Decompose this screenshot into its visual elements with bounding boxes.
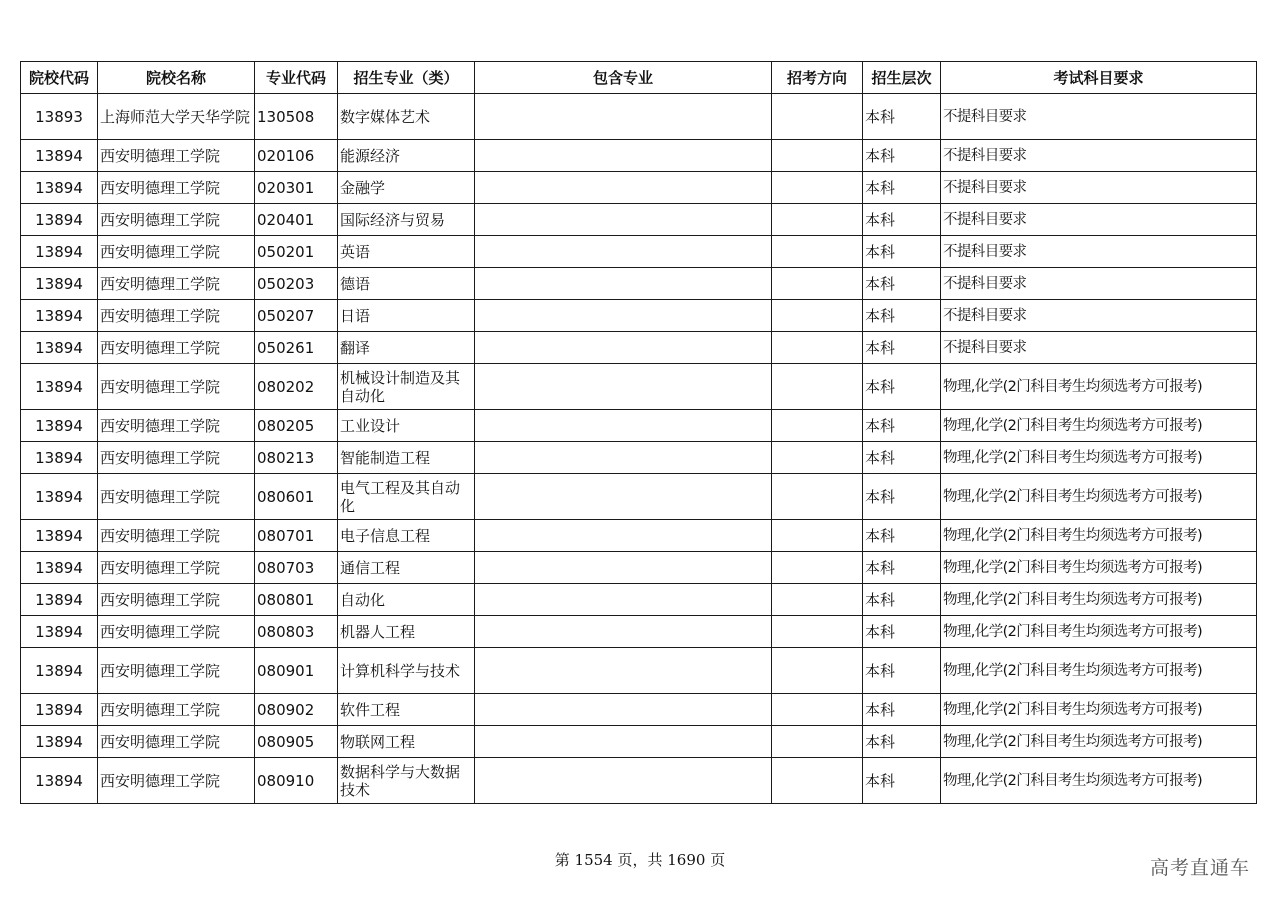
major-code-cell: 020401 [255, 204, 338, 236]
major-cell: 能源经济 [338, 140, 475, 172]
school-name-cell: 西安明德理工学院 [98, 268, 255, 300]
requirement-cell: 物理,化学(2门科目考生均须选考方可报考) [941, 410, 1257, 442]
requirement-cell: 物理,化学(2门科目考生均须选考方可报考) [941, 520, 1257, 552]
direction-cell [772, 94, 863, 140]
direction-cell [772, 726, 863, 758]
major-code-cell: 080601 [255, 474, 338, 520]
school-name-cell: 西安明德理工学院 [98, 332, 255, 364]
major-cell: 数字媒体艺术 [338, 94, 475, 140]
header-school-code: 院校代码 [21, 62, 98, 94]
major-cell: 机械设计制造及其自动化 [338, 364, 475, 410]
school-name-cell: 西安明德理工学院 [98, 410, 255, 442]
level-cell: 本科 [863, 204, 941, 236]
school-name-cell: 西安明德理工学院 [98, 616, 255, 648]
school-code-cell: 13894 [21, 616, 98, 648]
table-row [21, 648, 1257, 694]
major-cell: 软件工程 [338, 694, 475, 726]
requirement-cell: 物理,化学(2门科目考生均须选考方可报考) [941, 648, 1257, 694]
major-code-cell: 050203 [255, 268, 338, 300]
direction-cell [772, 300, 863, 332]
included-majors-cell [475, 204, 772, 236]
major-code-cell: 080205 [255, 410, 338, 442]
requirement-cell: 不提科目要求 [941, 140, 1257, 172]
requirement-cell: 物理,化学(2门科目考生均须选考方可报考) [941, 552, 1257, 584]
school-name-cell: 西安明德理工学院 [98, 584, 255, 616]
major-cell: 计算机科学与技术 [338, 648, 475, 694]
watermark: 高考直通车 [1149, 857, 1250, 879]
page-number: 第 1554 页，共 1690 页 [554, 851, 726, 869]
requirement-cell: 不提科目要求 [941, 332, 1257, 364]
included-majors-cell [475, 364, 772, 410]
major-cell: 机器人工程 [338, 616, 475, 648]
table-row [21, 332, 1257, 364]
school-code-cell: 13894 [21, 140, 98, 172]
major-cell: 工业设计 [338, 410, 475, 442]
major-cell: 国际经济与贸易 [338, 204, 475, 236]
requirement-cell: 不提科目要求 [941, 268, 1257, 300]
school-code-cell: 13894 [21, 648, 98, 694]
school-name-cell: 西安明德理工学院 [98, 140, 255, 172]
school-code-cell: 13894 [21, 758, 98, 804]
level-cell: 本科 [863, 616, 941, 648]
requirement-cell: 不提科目要求 [941, 172, 1257, 204]
included-majors-cell [475, 410, 772, 442]
level-cell: 本科 [863, 758, 941, 804]
major-code-cell: 080803 [255, 616, 338, 648]
included-majors-cell [475, 758, 772, 804]
major-code-cell: 080202 [255, 364, 338, 410]
major-code-cell: 020301 [255, 172, 338, 204]
table-row [21, 442, 1257, 474]
school-name-cell: 西安明德理工学院 [98, 364, 255, 410]
included-majors-cell [475, 300, 772, 332]
major-code-cell: 080910 [255, 758, 338, 804]
level-cell: 本科 [863, 648, 941, 694]
requirement-cell: 物理,化学(2门科目考生均须选考方可报考) [941, 364, 1257, 410]
requirement-cell: 物理,化学(2门科目考生均须选考方可报考) [941, 694, 1257, 726]
header-major: 招生专业（类） [338, 62, 475, 94]
direction-cell [772, 332, 863, 364]
direction-cell [772, 236, 863, 268]
school-code-cell: 13894 [21, 694, 98, 726]
direction-cell [772, 442, 863, 474]
major-code-cell: 050207 [255, 300, 338, 332]
included-majors-cell [475, 616, 772, 648]
included-majors-cell [475, 552, 772, 584]
direction-cell [772, 520, 863, 552]
table-row [21, 236, 1257, 268]
major-cell: 翻译 [338, 332, 475, 364]
school-code-cell: 13894 [21, 726, 98, 758]
table-row [21, 410, 1257, 442]
table-row [21, 300, 1257, 332]
school-name-cell: 西安明德理工学院 [98, 172, 255, 204]
school-code-cell: 13894 [21, 584, 98, 616]
included-majors-cell [475, 442, 772, 474]
school-name-cell: 西安明德理工学院 [98, 204, 255, 236]
direction-cell [772, 410, 863, 442]
school-name-cell: 西安明德理工学院 [98, 648, 255, 694]
school-name-cell: 西安明德理工学院 [98, 236, 255, 268]
included-majors-cell [475, 140, 772, 172]
major-code-cell: 080213 [255, 442, 338, 474]
requirement-cell: 不提科目要求 [941, 204, 1257, 236]
school-code-cell: 13894 [21, 268, 98, 300]
school-code-cell: 13894 [21, 204, 98, 236]
school-code-cell: 13894 [21, 332, 98, 364]
requirement-cell: 物理,化学(2门科目考生均须选考方可报考) [941, 616, 1257, 648]
direction-cell [772, 268, 863, 300]
school-code-cell: 13894 [21, 474, 98, 520]
header-requirement: 考试科目要求 [941, 62, 1257, 94]
school-name-cell: 西安明德理工学院 [98, 726, 255, 758]
requirement-cell: 物理,化学(2门科目考生均须选考方可报考) [941, 584, 1257, 616]
table-body [21, 94, 1257, 804]
school-name-cell: 西安明德理工学院 [98, 552, 255, 584]
table-row [21, 552, 1257, 584]
table-row [21, 758, 1257, 804]
direction-cell [772, 552, 863, 584]
header-major-code: 专业代码 [255, 62, 338, 94]
level-cell: 本科 [863, 520, 941, 552]
table-row [21, 694, 1257, 726]
requirement-cell: 物理,化学(2门科目考生均须选考方可报考) [941, 442, 1257, 474]
major-cell: 物联网工程 [338, 726, 475, 758]
major-code-cell: 080701 [255, 520, 338, 552]
major-code-cell: 130508 [255, 94, 338, 140]
school-code-cell: 13894 [21, 172, 98, 204]
major-cell: 英语 [338, 236, 475, 268]
table-row [21, 474, 1257, 520]
level-cell: 本科 [863, 474, 941, 520]
school-name-cell: 西安明德理工学院 [98, 694, 255, 726]
major-code-cell: 080703 [255, 552, 338, 584]
included-majors-cell [475, 520, 772, 552]
level-cell: 本科 [863, 94, 941, 140]
direction-cell [772, 172, 863, 204]
included-majors-cell [475, 332, 772, 364]
direction-cell [772, 474, 863, 520]
direction-cell [772, 648, 863, 694]
level-cell: 本科 [863, 172, 941, 204]
direction-cell [772, 616, 863, 648]
included-majors-cell [475, 236, 772, 268]
table-row [21, 520, 1257, 552]
major-code-cell: 080801 [255, 584, 338, 616]
table-header-row [21, 62, 1257, 94]
level-cell: 本科 [863, 332, 941, 364]
requirement-cell: 物理,化学(2门科目考生均须选考方可报考) [941, 726, 1257, 758]
level-cell: 本科 [863, 140, 941, 172]
table-row [21, 140, 1257, 172]
school-code-cell: 13894 [21, 300, 98, 332]
included-majors-cell [475, 726, 772, 758]
school-name-cell: 西安明德理工学院 [98, 758, 255, 804]
major-code-cell: 080901 [255, 648, 338, 694]
requirement-cell: 不提科目要求 [941, 236, 1257, 268]
major-code-cell: 020106 [255, 140, 338, 172]
included-majors-cell [475, 94, 772, 140]
admission-table [20, 61, 1257, 804]
level-cell: 本科 [863, 364, 941, 410]
major-cell: 自动化 [338, 584, 475, 616]
requirement-cell: 不提科目要求 [941, 94, 1257, 140]
school-name-cell: 西安明德理工学院 [98, 442, 255, 474]
header-included-majors: 包含专业 [475, 62, 772, 94]
level-cell: 本科 [863, 300, 941, 332]
major-cell: 金融学 [338, 172, 475, 204]
table-row [21, 584, 1257, 616]
table-row [21, 94, 1257, 140]
direction-cell [772, 758, 863, 804]
included-majors-cell [475, 694, 772, 726]
level-cell: 本科 [863, 694, 941, 726]
table-row [21, 172, 1257, 204]
school-code-cell: 13894 [21, 520, 98, 552]
direction-cell [772, 140, 863, 172]
school-name-cell: 西安明德理工学院 [98, 474, 255, 520]
table-row [21, 268, 1257, 300]
table-row [21, 204, 1257, 236]
table-row [21, 616, 1257, 648]
major-cell: 通信工程 [338, 552, 475, 584]
school-code-cell: 13894 [21, 410, 98, 442]
major-cell: 电子信息工程 [338, 520, 475, 552]
school-name-cell: 上海师范大学天华学院 [98, 94, 255, 140]
level-cell: 本科 [863, 584, 941, 616]
major-cell: 电气工程及其自动化 [338, 474, 475, 520]
level-cell: 本科 [863, 552, 941, 584]
major-code-cell: 080905 [255, 726, 338, 758]
school-code-cell: 13894 [21, 236, 98, 268]
level-cell: 本科 [863, 726, 941, 758]
level-cell: 本科 [863, 410, 941, 442]
major-code-cell: 080902 [255, 694, 338, 726]
level-cell: 本科 [863, 268, 941, 300]
direction-cell [772, 364, 863, 410]
included-majors-cell [475, 584, 772, 616]
school-name-cell: 西安明德理工学院 [98, 300, 255, 332]
header-school-name: 院校名称 [98, 62, 255, 94]
major-cell: 日语 [338, 300, 475, 332]
level-cell: 本科 [863, 442, 941, 474]
included-majors-cell [475, 648, 772, 694]
direction-cell [772, 694, 863, 726]
major-cell: 数据科学与大数据技术 [338, 758, 475, 804]
major-code-cell: 050261 [255, 332, 338, 364]
school-name-cell: 西安明德理工学院 [98, 520, 255, 552]
direction-cell [772, 204, 863, 236]
school-code-cell: 13894 [21, 442, 98, 474]
included-majors-cell [475, 268, 772, 300]
level-cell: 本科 [863, 236, 941, 268]
direction-cell [772, 584, 863, 616]
included-majors-cell [475, 172, 772, 204]
major-cell: 德语 [338, 268, 475, 300]
major-code-cell: 050201 [255, 236, 338, 268]
requirement-cell: 不提科目要求 [941, 300, 1257, 332]
school-code-cell: 13894 [21, 364, 98, 410]
header-level: 招生层次 [863, 62, 941, 94]
school-code-cell: 13894 [21, 552, 98, 584]
requirement-cell: 物理,化学(2门科目考生均须选考方可报考) [941, 758, 1257, 804]
table-row [21, 726, 1257, 758]
table-row [21, 364, 1257, 410]
requirement-cell: 物理,化学(2门科目考生均须选考方可报考) [941, 474, 1257, 520]
header-direction: 招考方向 [772, 62, 863, 94]
included-majors-cell [475, 474, 772, 520]
major-cell: 智能制造工程 [338, 442, 475, 474]
school-code-cell: 13893 [21, 94, 98, 140]
